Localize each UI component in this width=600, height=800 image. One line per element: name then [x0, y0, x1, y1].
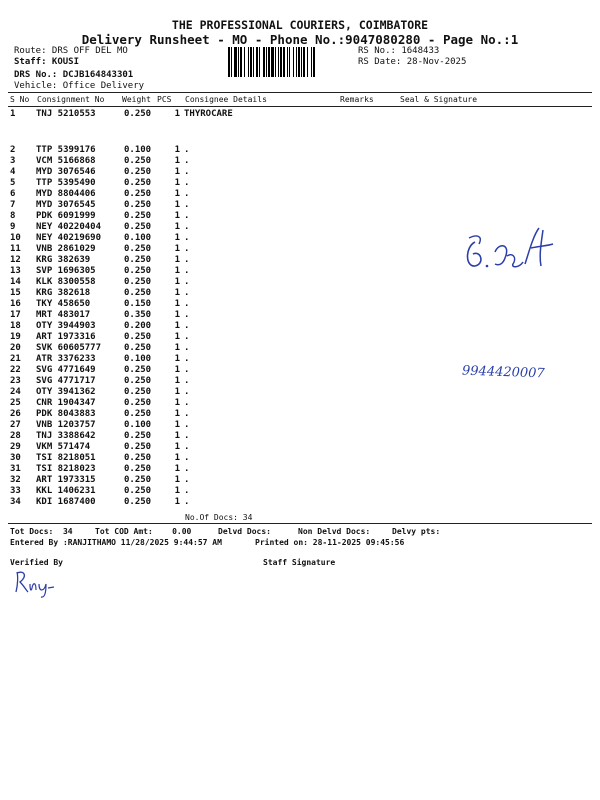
table-row [10, 442, 334, 453]
row-pcs: 1 [174, 244, 180, 254]
table-row [10, 211, 334, 222]
row-weight: 0.250 [124, 431, 152, 441]
row-consignment-no: OTY 3941362 [36, 387, 96, 397]
row-sno: 19 [10, 332, 21, 342]
row-consignee: . [184, 332, 190, 342]
runsheet-title: Delivery Runsheet - MO - Phone No.:9047080280 - Page No.:1 [81, 32, 519, 47]
row-consignee: . [184, 255, 190, 265]
row-consignment-no: SVG 4771649 [36, 365, 96, 375]
row-pcs: 1 [174, 299, 180, 309]
row-pcs: 1 [174, 387, 180, 397]
row-consignee: . [184, 398, 190, 408]
row-sno: 23 [10, 376, 21, 386]
row-sno: 32 [10, 475, 21, 485]
table-row [10, 156, 334, 167]
row-consignment-no: VCM 5166868 [36, 156, 96, 166]
no-of-docs: No.Of Docs: 34 [185, 513, 253, 522]
row-consignee: . [184, 420, 190, 430]
row-consignment-no: VNB 1203757 [36, 420, 96, 430]
row-consignee: . [184, 310, 190, 320]
row-consignment-no: TTP 5395490 [36, 178, 96, 188]
row-spacer [10, 120, 334, 145]
row-sno: 11 [10, 244, 21, 254]
row-consignment-no: NEY 40220404 [36, 222, 102, 232]
row-pcs: 1 [174, 178, 180, 188]
row-sno: 24 [10, 387, 21, 397]
row-consignment-no: TSI 8218023 [36, 464, 96, 474]
table-row [10, 486, 334, 497]
row-consignee: . [184, 266, 190, 276]
handwritten-phone: 9944420007 [461, 363, 545, 382]
row-weight: 0.250 [124, 255, 152, 265]
table-row [10, 255, 334, 266]
row-pcs: 1 [174, 376, 180, 386]
row-sno: 16 [10, 299, 21, 309]
row-sno: 4 [10, 167, 16, 177]
row-sno: 1 [10, 109, 16, 119]
row-weight: 0.100 [124, 420, 152, 430]
verified-by: Verified By [10, 558, 63, 567]
row-sno: 10 [10, 233, 21, 243]
row-pcs: 1 [174, 200, 180, 210]
row-consignment-no: NEY 40219690 [36, 233, 102, 243]
row-weight: 0.250 [124, 409, 152, 419]
row-consignee: . [184, 365, 190, 375]
row-consignment-no: VNB 2861029 [36, 244, 96, 254]
table-row [10, 145, 334, 156]
row-sno: 13 [10, 266, 21, 276]
delvd-docs: Delvd Docs: [218, 527, 271, 536]
row-pcs: 1 [174, 255, 180, 265]
table-row [10, 387, 334, 398]
rs-number: RS No.: 1648433 [358, 46, 440, 56]
row-consignee: . [184, 475, 190, 485]
row-pcs: 1 [174, 233, 180, 243]
row-sno: 34 [10, 497, 21, 507]
row-consignment-no: SVG 4771717 [36, 376, 96, 386]
row-pcs: 1 [174, 486, 180, 496]
row-pcs: 1 [174, 167, 180, 177]
table-row [10, 277, 334, 288]
row-weight: 0.250 [124, 453, 152, 463]
row-consignment-no: TTP 5399176 [36, 145, 96, 155]
route-label: Route: DRS OFF DEL MO [14, 46, 128, 56]
row-pcs: 1 [174, 156, 180, 166]
col-seal: Seal & Signature [400, 95, 478, 104]
row-weight: 0.250 [124, 178, 152, 188]
row-consignment-no: CNR 1904347 [36, 398, 96, 408]
row-weight: 0.250 [124, 167, 152, 177]
table-row [10, 321, 334, 332]
non-delvd-docs: Non Delvd Docs: [298, 527, 371, 536]
row-pcs: 1 [174, 145, 180, 155]
row-weight: 0.250 [124, 398, 152, 408]
row-consignee: . [184, 156, 190, 166]
row-consignee: . [184, 200, 190, 210]
row-consignment-no: PDK 8043883 [36, 409, 96, 419]
staff-signature-label: Staff Signature [263, 558, 336, 567]
entered-by: Entered By :RANJITHAMO 11/28/2025 9:44:57 AM [10, 538, 222, 547]
row-consignee: . [184, 145, 190, 155]
row-consignee: . [184, 387, 190, 397]
row-pcs: 1 [174, 431, 180, 441]
row-pcs: 1 [174, 475, 180, 485]
table-row [10, 365, 334, 376]
row-sno: 27 [10, 420, 21, 430]
row-pcs: 1 [174, 321, 180, 331]
row-consignee: . [184, 321, 190, 331]
row-sno: 31 [10, 464, 21, 474]
staff-label: Staff: KOUSI [14, 57, 80, 67]
table-row [10, 167, 334, 178]
row-consignment-no: MYD 8804406 [36, 189, 96, 199]
row-sno: 25 [10, 398, 21, 408]
row-consignment-no: KRG 382618 [36, 288, 91, 298]
row-weight: 0.250 [124, 109, 152, 119]
row-consignment-no: KRG 382639 [36, 255, 91, 265]
table-row [10, 431, 334, 442]
row-weight: 0.200 [124, 321, 152, 331]
row-weight: 0.250 [124, 266, 152, 276]
row-sno: 29 [10, 442, 21, 452]
barcode [228, 47, 354, 77]
row-sno: 17 [10, 310, 21, 320]
tot-docs: Tot Docs: 34 [10, 527, 73, 536]
table-row [10, 266, 334, 277]
row-weight: 0.250 [124, 222, 152, 232]
row-weight: 0.250 [124, 200, 152, 210]
tot-cod-amt: Tot COD Amt: 0.00 [95, 527, 192, 536]
row-weight: 0.250 [124, 156, 152, 166]
row-consignee: . [184, 178, 190, 188]
row-weight: 0.250 [124, 211, 152, 221]
table-row [10, 332, 334, 343]
table-row [10, 376, 334, 387]
row-weight: 0.100 [124, 233, 152, 243]
row-sno: 6 [10, 189, 16, 199]
row-consignment-no: VKM 571474 [36, 442, 91, 452]
row-consignment-no: TNJ 3388642 [36, 431, 96, 441]
signature-scrawl [455, 222, 565, 277]
row-sno: 30 [10, 453, 21, 463]
row-sno: 33 [10, 486, 21, 496]
col-weight: Weight [122, 95, 151, 104]
row-sno: 7 [10, 200, 16, 210]
vehicle-label: Vehicle: Office Delivery [14, 81, 145, 91]
row-consignment-no: ATR 3376233 [36, 354, 96, 364]
table-row [10, 343, 334, 354]
row-weight: 0.250 [124, 376, 152, 386]
table-row [10, 299, 334, 310]
consignment-table [10, 109, 334, 508]
table-row [10, 464, 334, 475]
row-pcs: 1 [174, 398, 180, 408]
row-consignment-no: KKL 1406231 [36, 486, 96, 496]
table-row [10, 222, 334, 233]
col-sno: S No [10, 95, 30, 104]
drs-number: DRS No.: DCJB164843301 [14, 70, 134, 80]
row-sno: 21 [10, 354, 21, 364]
row-sno: 8 [10, 211, 16, 221]
row-consignee: . [184, 211, 190, 221]
row-weight: 0.250 [124, 343, 152, 353]
row-sno: 14 [10, 277, 21, 287]
row-consignee: . [184, 354, 190, 364]
row-consignee: . [184, 244, 190, 254]
row-weight: 0.250 [124, 464, 152, 474]
row-consignee: . [184, 464, 190, 474]
row-weight: 0.100 [124, 354, 152, 364]
row-consignment-no: ART 1973315 [36, 475, 96, 485]
row-sno: 28 [10, 431, 21, 441]
table-row [10, 497, 334, 508]
row-weight: 0.250 [124, 277, 152, 287]
row-pcs: 1 [174, 109, 180, 119]
col-remarks: Remarks [340, 95, 374, 104]
row-sno: 18 [10, 321, 21, 331]
row-pcs: 1 [174, 354, 180, 364]
row-weight: 0.250 [124, 442, 152, 452]
row-weight: 0.250 [124, 244, 152, 254]
row-sno: 20 [10, 343, 21, 353]
row-weight: 0.250 [124, 332, 152, 342]
row-pcs: 1 [174, 409, 180, 419]
row-weight: 0.250 [124, 365, 152, 375]
row-weight: 0.250 [124, 475, 152, 485]
row-pcs: 1 [174, 365, 180, 375]
row-consignee: . [184, 299, 190, 309]
row-weight: 0.250 [124, 288, 152, 298]
row-pcs: 1 [174, 189, 180, 199]
row-pcs: 1 [174, 464, 180, 474]
table-row [10, 354, 334, 365]
row-weight: 0.250 [124, 486, 152, 496]
row-consignment-no: OTY 3944903 [36, 321, 96, 331]
table-row [10, 244, 334, 255]
row-consignee: . [184, 233, 190, 243]
table-row [10, 409, 334, 420]
rs-date: RS Date: 28-Nov-2025 [358, 57, 467, 67]
row-consignee: . [184, 288, 190, 298]
row-sno: 12 [10, 255, 21, 265]
table-row [10, 420, 334, 431]
row-consignee: . [184, 189, 190, 199]
row-consignment-no: SVK 60605777 [36, 343, 102, 353]
row-weight: 0.150 [124, 299, 152, 309]
row-consignee: . [184, 277, 190, 287]
row-consignee: . [184, 431, 190, 441]
row-weight: 0.250 [124, 497, 152, 507]
row-sno: 2 [10, 145, 16, 155]
table-row [10, 189, 334, 200]
row-consignee: . [184, 167, 190, 177]
table-row [10, 398, 334, 409]
row-consignment-no: PDK 6091999 [36, 211, 96, 221]
row-consignee: . [184, 222, 190, 232]
row-sno: 15 [10, 288, 21, 298]
row-consignment-no: MRT 483017 [36, 310, 91, 320]
row-pcs: 1 [174, 310, 180, 320]
row-sno: 3 [10, 156, 16, 166]
row-consignment-no: TKY 458650 [36, 299, 91, 309]
row-sno: 9 [10, 222, 16, 232]
row-pcs: 1 [174, 442, 180, 452]
table-row [10, 310, 334, 321]
row-pcs: 1 [174, 420, 180, 430]
row-consignee: . [184, 376, 190, 386]
row-pcs: 1 [174, 277, 180, 287]
row-consignee: . [184, 409, 190, 419]
row-pcs: 1 [174, 497, 180, 507]
table-row [10, 233, 334, 244]
row-pcs: 1 [174, 453, 180, 463]
row-consignment-no: KDI 1687400 [36, 497, 96, 507]
footer-rule [8, 523, 592, 524]
row-pcs: 1 [174, 222, 180, 232]
col-pcs: PCS [157, 95, 172, 104]
table-row [10, 288, 334, 299]
delvy-pts: Delvy pts: [392, 527, 441, 536]
row-weight: 0.250 [124, 387, 152, 397]
table-row [10, 453, 334, 464]
header-top-rule [8, 92, 592, 93]
row-consignment-no: ART 1973316 [36, 332, 96, 342]
row-consignment-no: KLK 8300558 [36, 277, 96, 287]
table-row [10, 178, 334, 189]
row-pcs: 1 [174, 332, 180, 342]
col-consignment: Consignment No [37, 95, 105, 104]
row-consignment-no: MYD 3076546 [36, 167, 96, 177]
row-weight: 0.100 [124, 145, 152, 155]
row-weight: 0.350 [124, 310, 152, 320]
row-consignee: . [184, 442, 190, 452]
verified-initials [12, 570, 57, 598]
row-consignment-no: TNJ 5210553 [36, 109, 96, 119]
row-consignee: THYROCARE [184, 109, 233, 119]
table-row [10, 475, 334, 486]
table-row [10, 200, 334, 211]
row-consignment-no: SVP 1696305 [36, 266, 96, 276]
header-bottom-rule [8, 106, 592, 107]
row-consignee: . [184, 343, 190, 353]
table-row [10, 109, 334, 120]
company-title: THE PROFESSIONAL COURIERS, COIMBATORE [171, 18, 429, 32]
row-pcs: 1 [174, 343, 180, 353]
row-sno: 26 [10, 409, 21, 419]
row-consignment-no: MYD 3076545 [36, 200, 96, 210]
printed-on: Printed on: 28-11-2025 09:45:56 [255, 538, 405, 547]
row-consignee: . [184, 486, 190, 496]
row-weight: 0.250 [124, 189, 152, 199]
row-sno: 5 [10, 178, 16, 188]
row-pcs: 1 [174, 288, 180, 298]
row-pcs: 1 [174, 266, 180, 276]
row-pcs: 1 [174, 211, 180, 221]
col-consignee: Consignee Details [185, 95, 267, 104]
row-consignee: . [184, 453, 190, 463]
row-consignee: . [184, 497, 190, 507]
row-sno: 22 [10, 365, 21, 375]
row-consignment-no: TSI 8218051 [36, 453, 96, 463]
